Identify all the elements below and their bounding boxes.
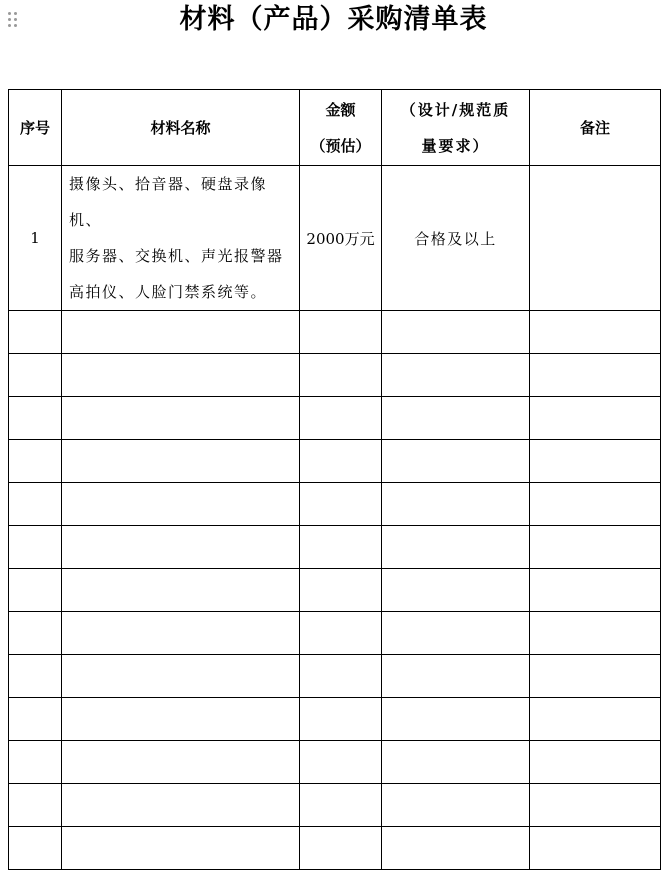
header-seq: 序号 bbox=[9, 90, 62, 166]
document-title: 材料（产品）采购清单表 bbox=[179, 4, 488, 35]
empty-cell[interactable] bbox=[382, 741, 530, 784]
empty-cell[interactable] bbox=[9, 741, 62, 784]
table-row bbox=[9, 612, 661, 655]
empty-cell[interactable] bbox=[62, 354, 300, 397]
cell-quality-standard[interactable]: 合格及以上 bbox=[382, 166, 530, 311]
empty-cell[interactable] bbox=[9, 483, 62, 526]
material-name-line: 摄像头、拾音器、硬盘录像机、 bbox=[69, 175, 268, 229]
empty-cell[interactable] bbox=[382, 569, 530, 612]
material-name-line: 服务器、交换机、声光报警器 bbox=[69, 247, 284, 265]
empty-cell[interactable] bbox=[62, 612, 300, 655]
header-standard-line2: 量要求） bbox=[421, 136, 490, 155]
empty-cell[interactable] bbox=[382, 827, 530, 870]
empty-cell[interactable] bbox=[62, 569, 300, 612]
procurement-table bbox=[8, 89, 661, 870]
empty-cell[interactable] bbox=[9, 354, 62, 397]
header-amount-line2: （预估） bbox=[310, 136, 371, 155]
cell-amount[interactable]: 2000万元 bbox=[300, 166, 382, 311]
empty-cell[interactable] bbox=[300, 655, 382, 698]
empty-cell[interactable] bbox=[382, 655, 530, 698]
empty-cell[interactable] bbox=[530, 311, 661, 354]
empty-cell[interactable] bbox=[382, 311, 530, 354]
empty-cell[interactable] bbox=[9, 397, 62, 440]
table-row bbox=[9, 741, 661, 784]
empty-cell[interactable] bbox=[9, 440, 62, 483]
empty-cell[interactable] bbox=[300, 397, 382, 440]
empty-cell[interactable] bbox=[62, 440, 300, 483]
empty-cell[interactable] bbox=[9, 526, 62, 569]
table-row bbox=[9, 483, 661, 526]
empty-cell[interactable] bbox=[530, 698, 661, 741]
empty-cell[interactable] bbox=[382, 397, 530, 440]
table-row bbox=[9, 440, 661, 483]
empty-cell[interactable] bbox=[300, 483, 382, 526]
empty-cell[interactable] bbox=[382, 483, 530, 526]
empty-cell[interactable] bbox=[300, 311, 382, 354]
empty-cell[interactable] bbox=[300, 784, 382, 827]
header-amount bbox=[300, 90, 382, 166]
header-standard-line1: （设计/规范质 bbox=[400, 100, 511, 119]
material-name-line: 高拍仪、人脸门禁系统等。 bbox=[69, 283, 268, 301]
empty-cell[interactable] bbox=[300, 569, 382, 612]
empty-cell[interactable] bbox=[382, 354, 530, 397]
empty-cell[interactable] bbox=[382, 440, 530, 483]
table-row bbox=[9, 354, 661, 397]
empty-cell[interactable] bbox=[300, 698, 382, 741]
empty-cell[interactable] bbox=[530, 483, 661, 526]
empty-cell[interactable] bbox=[300, 612, 382, 655]
table-row bbox=[9, 311, 661, 354]
empty-cell[interactable] bbox=[62, 311, 300, 354]
empty-cell[interactable] bbox=[382, 526, 530, 569]
empty-cell[interactable] bbox=[9, 569, 62, 612]
header-quality-standard bbox=[382, 90, 530, 166]
header-remark: 备注 bbox=[530, 90, 661, 166]
empty-cell[interactable] bbox=[530, 741, 661, 784]
empty-cell[interactable] bbox=[382, 612, 530, 655]
empty-cell[interactable] bbox=[300, 827, 382, 870]
header-amount-line1: 金额 bbox=[325, 100, 356, 119]
empty-cell[interactable] bbox=[62, 741, 300, 784]
empty-cell[interactable] bbox=[530, 569, 661, 612]
cell-remark[interactable] bbox=[530, 166, 661, 311]
table-row bbox=[9, 569, 661, 612]
empty-cell[interactable] bbox=[530, 526, 661, 569]
empty-cell[interactable] bbox=[530, 397, 661, 440]
empty-cell[interactable] bbox=[530, 440, 661, 483]
empty-cell[interactable] bbox=[300, 354, 382, 397]
empty-cell[interactable] bbox=[300, 526, 382, 569]
empty-cell[interactable] bbox=[9, 612, 62, 655]
empty-cell[interactable] bbox=[382, 784, 530, 827]
empty-cell[interactable] bbox=[9, 827, 62, 870]
header-material-name: 材料名称 bbox=[62, 90, 300, 166]
empty-cell[interactable] bbox=[530, 655, 661, 698]
empty-cell[interactable] bbox=[62, 483, 300, 526]
table-row bbox=[9, 784, 661, 827]
empty-cell[interactable] bbox=[62, 784, 300, 827]
empty-cell[interactable] bbox=[300, 440, 382, 483]
empty-cell[interactable] bbox=[62, 397, 300, 440]
table-row bbox=[9, 698, 661, 741]
empty-cell[interactable] bbox=[9, 784, 62, 827]
empty-cell[interactable] bbox=[9, 655, 62, 698]
table-header-row bbox=[9, 90, 661, 166]
empty-cell[interactable] bbox=[300, 741, 382, 784]
empty-cell[interactable] bbox=[62, 827, 300, 870]
table-row bbox=[9, 827, 661, 870]
empty-cell[interactable] bbox=[62, 698, 300, 741]
empty-cell[interactable] bbox=[530, 612, 661, 655]
empty-cell[interactable] bbox=[9, 698, 62, 741]
empty-cell[interactable] bbox=[382, 698, 530, 741]
empty-cell[interactable] bbox=[62, 655, 300, 698]
table-row bbox=[9, 526, 661, 569]
cell-seq[interactable]: 1 bbox=[9, 166, 62, 311]
cell-material-name[interactable] bbox=[62, 166, 300, 311]
empty-cell[interactable] bbox=[530, 827, 661, 870]
empty-cell[interactable] bbox=[530, 784, 661, 827]
table-row bbox=[9, 655, 661, 698]
empty-cell[interactable] bbox=[62, 526, 300, 569]
table-row bbox=[9, 166, 661, 311]
table-row bbox=[9, 397, 661, 440]
empty-cell[interactable] bbox=[530, 354, 661, 397]
empty-cell[interactable] bbox=[9, 311, 62, 354]
